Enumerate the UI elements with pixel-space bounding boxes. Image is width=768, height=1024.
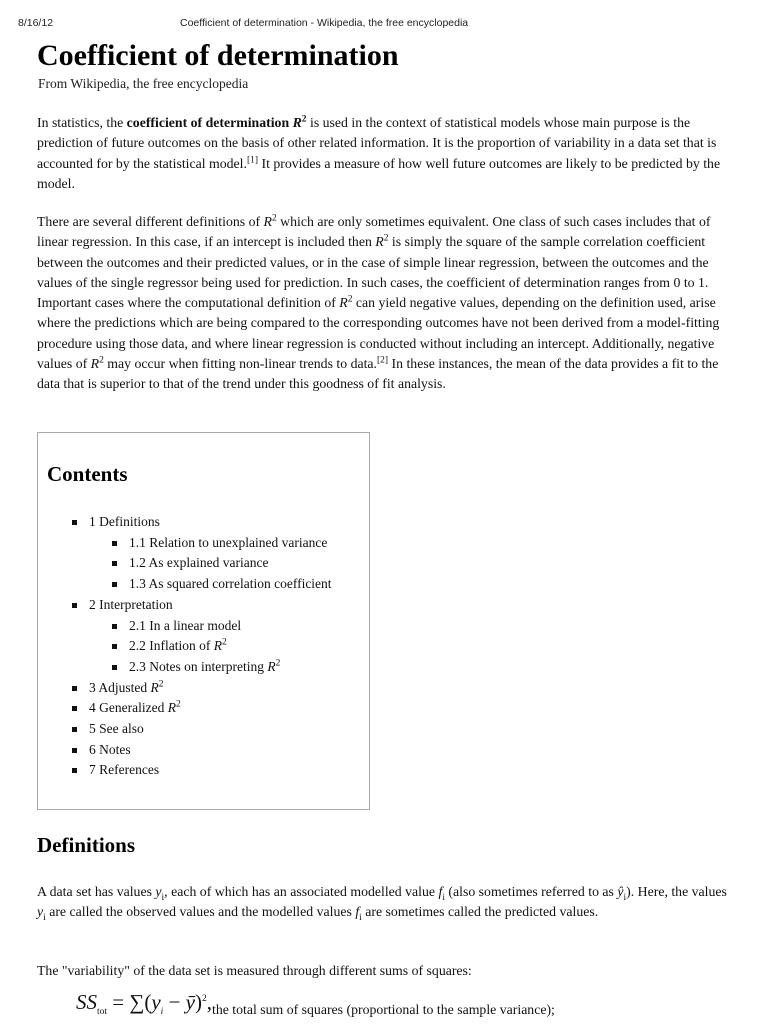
- toc-item[interactable]: [38, 719, 368, 740]
- toc-title: Contents: [47, 462, 128, 486]
- toc-item-label: 2.2 Inflation of: [129, 638, 214, 654]
- toc-item[interactable]: [38, 574, 368, 595]
- toc-item[interactable]: [38, 698, 368, 719]
- toc-list: [38, 512, 368, 781]
- toc-item[interactable]: [38, 533, 368, 554]
- toc-item-label: 1.3 As squared correlation coefficient: [129, 576, 332, 592]
- toc-item-label: 3 Adjusted: [89, 679, 151, 695]
- toc-item[interactable]: [38, 678, 368, 699]
- page-title: Coefficient of determination: [37, 39, 399, 72]
- toc-item[interactable]: [38, 595, 368, 616]
- bullet-icon: [72, 748, 77, 753]
- toc-item-label: 7 References: [89, 762, 160, 778]
- site-subtitle: From Wikipedia, the free encyclopedia: [38, 76, 249, 91]
- bullet-icon: [112, 561, 117, 566]
- toc-item-label: 6 Notes: [89, 741, 131, 757]
- intro-paragraph-2: There are several different definitions of $R^2$ which are only sometimes equivalent. One class of such cases includes that of linear regression. In this case, if an intercept is included then $R^2$ is simply the square of the sample correlation coefficient between the outcomes and their predicted values, or in the case of simple linear regression, between the outcomes and the values of the single regressor being used for prediction. In such cases, the coefficient of determination ranges from 0 to 1. Important cases where the computational definition of $R^2$ can yield negative values, depending on the definition used, arise where the predictions which are being compared to the corresponding outcomes have not been derived from a model-fitting procedure using those data, and where linear regression is conducted without including an intercept. Additionally, negative values of $R^2$ may occur when fitting non-linear trends to data.[2] In these instances, the mean of the data provides a fit to the data that is superior to that of the trend under this goodness of fit analysis.: [37, 213, 720, 392]
- bullet-icon: [72, 520, 77, 525]
- toc-item-label: 2.3 Notes on interpreting: [129, 658, 268, 674]
- toc-item[interactable]: [38, 740, 368, 761]
- toc-item[interactable]: [38, 616, 368, 637]
- bullet-icon: [72, 603, 77, 608]
- reference-link-1[interactable]: [1]: [246, 155, 259, 165]
- bullet-icon: [72, 768, 77, 773]
- intro-paragraph-1: In statistics, the coefficient of determination $R^2$ is used in the context of statistical models whose main purpose is the prediction of future outcomes on the basis of other related information. It is the proportion of variability in a data set that is accounted for by the statistical model.[1] It provides a measure of how well future outcomes are likely to be predicted by the model.: [37, 114, 721, 191]
- bullet-icon: [112, 665, 117, 670]
- toc-item-superscript: 2: [158, 679, 164, 690]
- toc-item-superscript: 2: [221, 637, 227, 648]
- toc-item[interactable]: [38, 760, 368, 781]
- toc-item-superscript: 2: [175, 699, 181, 710]
- toc-item[interactable]: [38, 657, 368, 678]
- table-of-contents: [37, 432, 370, 810]
- formula-description: the total sum of squares (proportional to the sample variance);: [211, 1002, 555, 1018]
- definitions-paragraph-2: The "variability" of the data set is measured through different sums of squares:: [37, 963, 472, 978]
- toc-item-symbol: R: [167, 700, 176, 716]
- definitions-paragraph-1: A data set has values $y_i$, each of which has an associated modelled value $f_i$ (also sometimes referred to as $ŷ_i$). Here, the values $y_i$ are called the observed values and the modelled values $f_i$ are sometimes called the predicted values.: [37, 884, 727, 924]
- toc-item-label: 5 See also: [89, 721, 144, 737]
- toc-item-symbol: R: [213, 638, 222, 654]
- toc-item-symbol: R: [150, 679, 159, 695]
- toc-item-label: 1 Definitions: [89, 514, 160, 529]
- print-page-title: Coefficient of determination - Wikipedia, the free encyclopedia: [180, 17, 469, 29]
- toc-item-label: 4 Generalized: [89, 700, 168, 716]
- bullet-icon: [72, 727, 77, 732]
- toc-item-symbol: R: [267, 658, 276, 674]
- section-heading-definitions: Definitions: [37, 833, 136, 857]
- toc-item-label: 2 Interpretation: [89, 596, 173, 612]
- toc-item-superscript: 2: [275, 658, 281, 669]
- bold-term: coefficient of determination: [126, 115, 290, 130]
- print-header: [18, 17, 748, 31]
- toc-item-label: 1.2 As explained variance: [129, 555, 269, 571]
- toc-item[interactable]: [38, 636, 368, 657]
- toc-item[interactable]: [38, 512, 368, 533]
- bullet-icon: [112, 624, 117, 629]
- formula-math: $SS_{tot} = \sum(y_i$ − ȳ)$^2$,: [76, 990, 212, 1018]
- bullet-icon: [72, 706, 77, 711]
- print-date: 8/16/12: [18, 17, 54, 29]
- total-sum-of-squares-formula: [76, 990, 555, 1024]
- bullet-icon: [112, 541, 117, 546]
- toc-item[interactable]: [38, 553, 368, 574]
- toc-item-label: 2.1 In a linear model: [129, 617, 242, 633]
- bullet-icon: [72, 686, 77, 691]
- bullet-icon: [112, 582, 117, 587]
- toc-item-label: 1.1 Relation to unexplained variance: [129, 534, 328, 550]
- reference-link-2[interactable]: [2]: [377, 355, 389, 366]
- bullet-icon: [112, 644, 117, 649]
